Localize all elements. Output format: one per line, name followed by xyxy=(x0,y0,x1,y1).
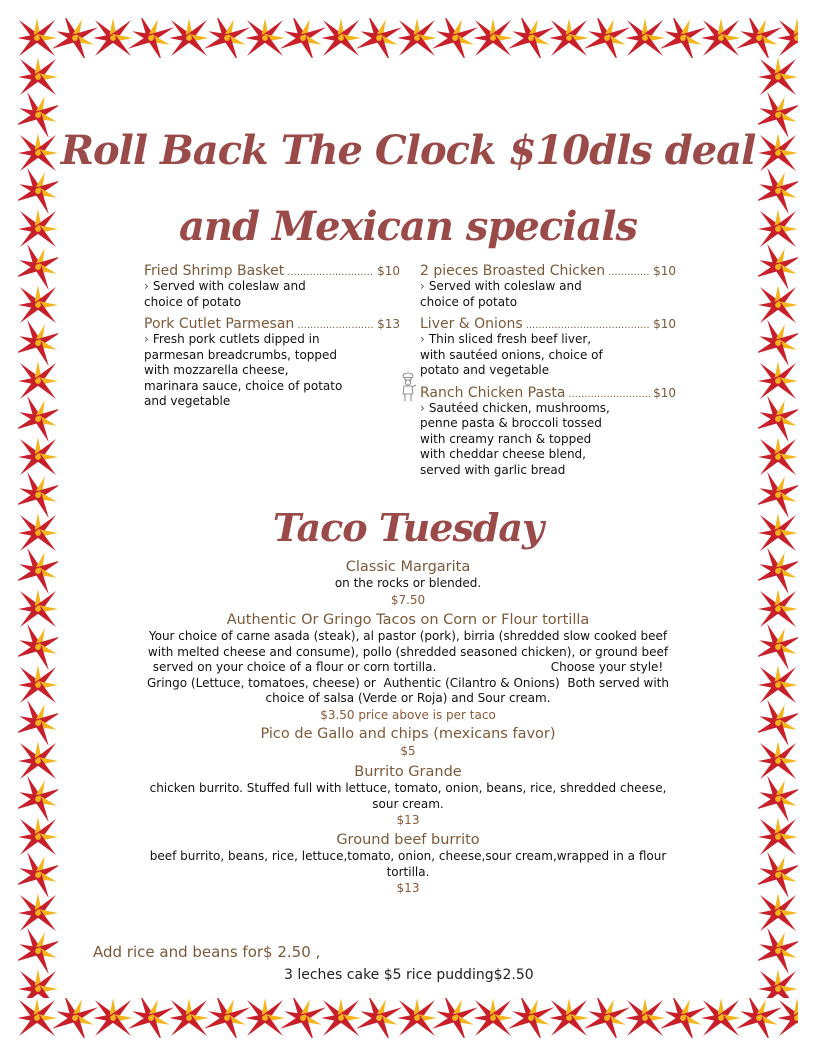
menu-item xyxy=(420,316,676,379)
item-description: Served with coleslaw and choice of potato xyxy=(144,279,306,309)
item-description: on the rocks or blended. xyxy=(334,576,482,590)
item-description: Your choice of carne asada (steak), al pastor (pork), birria (shredded slow cooked beef with melted cheese and consume), pollo (shredded seasoned chicken), or ground beef served on your choice of a flour or corn tortilla. Choose your style! Gringo (Lettuce, tomatoes, cheese) or Authentic (Cilantro & Onions) Both served with choice of salsa (Verde or Roja) and Sour cream. xyxy=(146,629,673,705)
item-name: Authentic Or Gringo Tacos on Corn or Flour tortilla xyxy=(226,612,590,628)
item-name: Fried Shrimp Basket xyxy=(144,263,285,279)
item-name: Ground beef burrito xyxy=(336,832,480,848)
item-description: chicken burrito. Stuffed full with lettuce, tomato, onion, beans, rice, shredded cheese, sour cream. xyxy=(149,781,667,811)
item-price: $13 xyxy=(396,813,420,827)
item-description: Fresh pork cutlets dipped in parmesan breadcrumbs, topped with mozzarella cheese, marinara sauce, choice of potato and vegetable xyxy=(144,332,343,408)
item-price: $13 xyxy=(396,881,420,895)
item-price: $10 xyxy=(653,385,676,400)
chef-icon xyxy=(399,372,417,402)
tacos-section xyxy=(140,611,676,723)
chevron-right-icon: › xyxy=(420,332,425,346)
page-title-line1: Roll Back The Clock $10dls deal xyxy=(60,127,756,174)
menu-item xyxy=(144,263,400,310)
chevron-right-icon: › xyxy=(144,332,149,346)
menu-item xyxy=(420,263,676,310)
menu-item xyxy=(420,385,676,479)
burrito-grande-section xyxy=(140,763,676,828)
dot-leader xyxy=(568,389,650,400)
item-description: Sautéed chicken, mushrooms, penne pasta & broccoli tossed with creamy ranch & topped with cheddar cheese blend, served with garlic bread xyxy=(420,400,610,477)
dot-leader xyxy=(526,320,650,331)
dot-leader xyxy=(608,267,650,278)
item-price: $10 xyxy=(653,264,676,278)
taco-tuesday-title: Taco Tuesday xyxy=(272,505,544,550)
rice-beans-addon: Add rice and beans for$ 2.50 , xyxy=(93,943,321,961)
item-description: Thin sliced fresh beef liver, with sautéed onions, choice of potato and vegetable xyxy=(420,332,603,377)
dot-leader xyxy=(287,267,374,278)
ground-beef-section xyxy=(140,831,676,896)
chevron-right-icon: › xyxy=(420,400,425,415)
border-bottom xyxy=(18,998,798,1038)
pico-section xyxy=(140,725,676,759)
item-price: $10 xyxy=(377,264,400,278)
item-name: Liver & Onions xyxy=(420,316,523,332)
menu-item xyxy=(144,316,400,410)
item-price: $10 xyxy=(653,317,676,331)
item-price: $3.50 price above is per taco xyxy=(320,707,496,722)
item-name: Ranch Chicken Pasta xyxy=(420,384,566,401)
item-name: Pico de Gallo and chips (mexicans favor) xyxy=(260,726,556,742)
right-menu-column xyxy=(420,263,676,484)
chevron-right-icon: › xyxy=(420,279,425,293)
item-name: Pork Cutlet Parmesan xyxy=(144,316,295,332)
dot-leader xyxy=(297,320,374,331)
item-price: $7.50 xyxy=(390,592,426,607)
margarita-section xyxy=(140,558,676,608)
item-description: beef burrito, beans, rice, lettuce,tomato, onion, cheese,sour cream,wrapped in a flour tortilla. xyxy=(149,849,667,879)
chevron-right-icon: › xyxy=(144,279,149,293)
border-top xyxy=(18,18,798,58)
item-price: $5 xyxy=(400,744,416,758)
item-name: 2 pieces Broasted Chicken xyxy=(420,263,606,279)
desserts-line: 3 leches cake $5 rice pudding$2.50 xyxy=(284,967,534,983)
page-title-line2: and Mexican specials xyxy=(178,203,638,250)
item-name: Burrito Grande xyxy=(354,764,462,780)
item-description: Served with coleslaw and choice of potato xyxy=(420,279,582,309)
item-price: $13 xyxy=(377,317,400,331)
left-menu-column xyxy=(144,263,400,416)
item-name: Classic Margarita xyxy=(345,559,471,575)
